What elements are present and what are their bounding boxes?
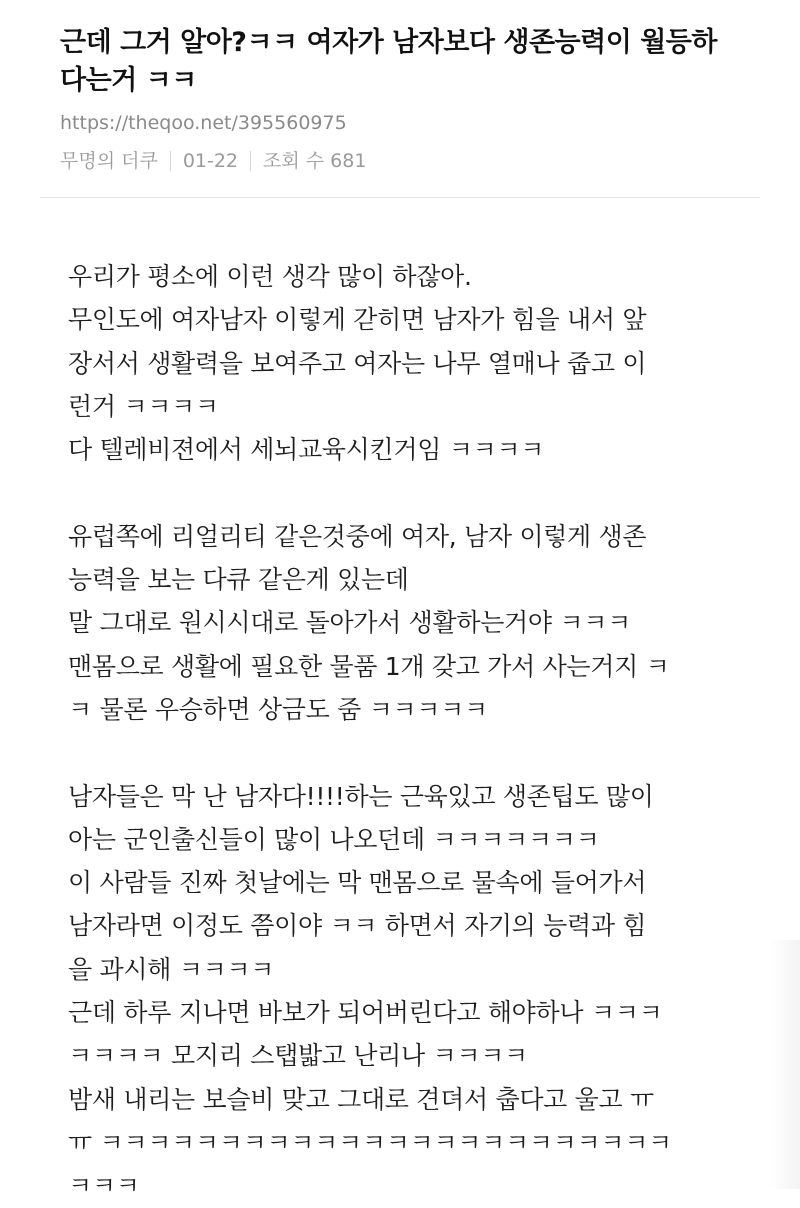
view-count: 조회 수 681 <box>263 150 367 172</box>
post-date: 01-22 <box>182 150 239 172</box>
post-title-line: 근데 그거 알아?ㅋㅋ 여자가 남자보다 생존능력이 월등하 <box>60 27 717 58</box>
post-meta <box>60 148 750 174</box>
body-line: 아는 군인출신들이 많이 나오던데 ㅋㅋㅋㅋㅋㅋㅋ <box>68 824 600 854</box>
body-line: 다 텔레비젼에서 세뇌교육시킨거임 ㅋㅋㅋㅋ <box>68 435 545 465</box>
body-line: ㅋㅋㅋㅋ 모지리 스탭밟고 난리나 ㅋㅋㅋㅋ <box>68 1041 528 1071</box>
body-line: 을 과시해 ㅋㅋㅋㅋ <box>68 954 275 984</box>
body-line: 장서서 생활력을 보여주고 여자는 나무 열매나 줍고 이 <box>68 348 647 378</box>
body-line: ㅋㅋㅋ <box>68 1171 140 1201</box>
post-title-line: 다는거 ㅋㅋ <box>60 65 197 96</box>
post-url-link[interactable]: https://theqoo.net/395560975 <box>60 112 347 134</box>
author-name[interactable]: 무명의 더쿠 <box>60 150 158 172</box>
body-line: 남자들은 막 난 남자다!!!!하는 근육있고 생존팁도 많이 <box>68 781 654 811</box>
body-line: 우리가 평소에 이런 생각 많이 하잖아. <box>68 262 472 291</box>
paragraph-gap <box>68 471 768 514</box>
body-paragraph-3 <box>68 775 768 1208</box>
body-line: 런거 ㅋㅋㅋㅋ <box>68 391 219 421</box>
post-body <box>68 255 768 1208</box>
body-line: ㅠ ㅋㅋㅋㅋㅋㅋㅋㅋㅋㅋㅋㅋㅋㅋㅋㅋㅋㅋㅋㅋㅋㅋㅋㅋ <box>68 1127 672 1157</box>
body-line: 근데 하루 지나면 바보가 되어버린다고 해야하나 ㅋㅋㅋ <box>68 998 663 1028</box>
body-line: 유럽쪽에 리얼리티 같은것중에 여자, 남자 이렇게 생존 <box>68 521 647 551</box>
body-line: 무인도에 여자남자 이렇게 갇히면 남자가 힘을 내서 앞 <box>68 305 647 335</box>
body-line: 밤새 내리는 보슬비 맞고 그대로 견뎌서 춥다고 울고 ㅠ <box>68 1084 654 1114</box>
header-divider <box>40 197 760 198</box>
body-line: 맨몸으로 생활에 필요한 물품 1개 갖고 가서 사는거지 ㅋ <box>68 651 670 681</box>
body-line: 말 그대로 원시시대로 돌아가서 생활하는거야 ㅋㅋㅋ <box>68 608 631 638</box>
meta-separator <box>170 151 171 171</box>
page-edge-shadow <box>770 940 800 1189</box>
body-paragraph-2 <box>68 515 768 731</box>
body-line: 능력을 보는 다큐 같은게 있는데 <box>68 565 409 595</box>
post-title <box>60 24 750 100</box>
body-line: 남자라면 이정도 쯤이야 ㅋㅋ 하면서 자기의 능력과 힘 <box>68 911 647 941</box>
paragraph-gap <box>68 731 768 774</box>
meta-separator <box>250 151 251 171</box>
body-paragraph-1 <box>68 255 768 471</box>
body-line: ㅋ 물론 우승하면 상금도 줌 ㅋㅋㅋㅋㅋ <box>68 694 488 724</box>
post-header <box>60 24 750 174</box>
body-line: 이 사람들 진짜 첫날에는 막 맨몸으로 물속에 들어가서 <box>68 868 647 898</box>
